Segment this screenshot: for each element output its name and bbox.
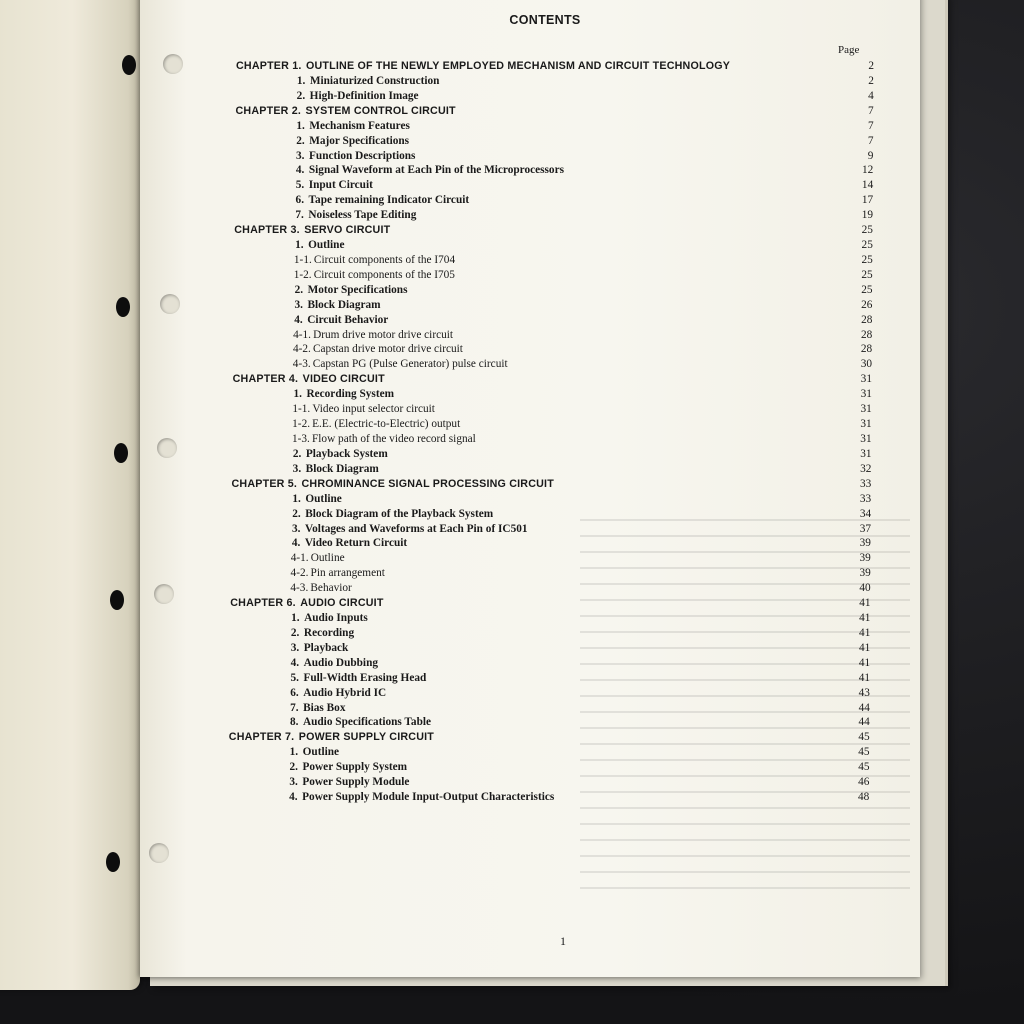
toc-section-row [0, 656, 1024, 670]
dot-leader [400, 223, 857, 237]
toc-entry-title: Input Circuit [308, 179, 373, 192]
toc-entry-title: POWER SUPPLY CIRCUIT [298, 731, 435, 744]
toc-section-row [0, 178, 1024, 192]
toc-entry-title: SYSTEM CONTROL CIRCUIT [305, 104, 456, 117]
toc-entry-title: Signal Waveform at Each Pin of the Microprocessors [308, 164, 564, 177]
toc-entry-number: 3. [296, 149, 305, 162]
toc-subsection-row [0, 551, 1024, 565]
toc-entry-title: Recording [303, 626, 355, 639]
toc-entry-title: Function Descriptions [309, 149, 416, 162]
toc-entry-page: 25 [861, 239, 873, 252]
toc-entry-title: Bias Box [303, 701, 346, 714]
toc-entry-title: OUTLINE OF THE NEWLY EMPLOYED MECHANISM AND CIRCUIT TECHNOLOGY [306, 60, 731, 72]
toc-chapter-row [0, 596, 1024, 610]
dot-leader [424, 208, 857, 222]
dot-leader [416, 134, 858, 148]
toc-section-row [0, 671, 1024, 685]
toc-entry-page: 7 [868, 104, 874, 117]
toc-entry-title: Audio Inputs [304, 612, 368, 625]
toc-entry-page: 43 [858, 686, 870, 699]
page-number: 1 [560, 934, 566, 948]
toc-section-row [0, 283, 1024, 297]
toc-entry-page: 31 [860, 373, 872, 386]
toc-entry-title: Block Diagram [305, 462, 379, 475]
toc-entry-page: 7 [867, 119, 874, 132]
toc-entry-title: AUDIO CIRCUIT [300, 597, 384, 610]
toc-section-row [0, 775, 1024, 789]
toc-section-row [0, 134, 1024, 148]
dot-leader [392, 462, 855, 476]
toc-entry-number: 2. [290, 626, 300, 639]
toc-entry-title: Audio Specifications Table [302, 716, 432, 729]
toc-chapter-row [0, 223, 1024, 237]
toc-entry-page: 44 [858, 716, 870, 729]
dot-leader [392, 372, 856, 386]
page-title: CONTENTS [509, 13, 581, 27]
dot-leader [520, 357, 856, 371]
toc-entry-page: 30 [860, 358, 873, 371]
dot-leader [448, 402, 856, 416]
toc-chapter-row [0, 372, 1024, 386]
dot-leader [352, 745, 854, 759]
toc-entry-number: 1-1. [293, 253, 312, 266]
toc-entry-title: Playback [303, 641, 349, 654]
toc-section-row [0, 715, 1024, 729]
toc-entry-number: 1. [296, 74, 306, 87]
toc-entry-page: 31 [860, 388, 872, 401]
toc-entry-number: CHAPTER 1. [236, 60, 302, 72]
toc-entry-number: 1. [292, 492, 301, 505]
dot-leader [352, 551, 855, 565]
toc-subsection-row [0, 581, 1024, 595]
toc-entry-page: 41 [858, 671, 871, 684]
toc-entry-title: Miniaturized Construction [309, 74, 440, 87]
toc-entry-title: Playback System [305, 447, 388, 460]
toc-entry-number: 1-1. [292, 403, 311, 416]
toc-entry-page: 33 [860, 477, 872, 490]
toc-section-row [0, 208, 1024, 222]
toc-entry-title: Tape remaining Indicator Circuit [308, 194, 470, 207]
dot-leader [480, 193, 857, 207]
toc-entry-title: Video input selector circuit [312, 403, 435, 416]
toc-entry-title: Circuit components of the I704 [313, 253, 456, 266]
toc-subsection-row [0, 417, 1024, 431]
toc-entry-number: 1-2. [293, 268, 312, 281]
toc-entry-title: Outline [302, 746, 340, 759]
toc-entry-page: 26 [861, 298, 873, 311]
toc-entry-number: 2. [294, 283, 304, 296]
dot-leader [400, 686, 854, 700]
toc-section-row [0, 163, 1024, 177]
toc-entry-number: 3. [289, 776, 298, 789]
toc-entry-title: Voltages and Waveforms at Each Pin of IC501 [305, 522, 528, 535]
toc-entry-number: 7. [295, 209, 304, 222]
dot-leader [400, 313, 856, 327]
toc-entry-page: 48 [857, 791, 870, 804]
toc-entry-number: 3. [290, 641, 300, 654]
dot-leader [560, 477, 855, 491]
toc-entry-page: 25 [861, 283, 873, 296]
toc-entry-title: E.E. (Electric-to-Electric) output [312, 418, 461, 431]
toc-entry-page: 34 [859, 507, 872, 520]
toc-section-row [0, 193, 1024, 207]
toc-entry-page: 28 [860, 343, 873, 356]
toc-entry-number: 2. [289, 761, 298, 774]
toc-entry-page: 25 [861, 253, 873, 266]
toc-entry-title: Motor Specifications [307, 283, 408, 296]
toc-entry-page: 45 [858, 761, 870, 774]
toc-entry-title: Video Return Circuit [304, 537, 408, 550]
toc-entry-title: Major Specifications [309, 134, 410, 147]
toc-entry-number: 4. [294, 313, 303, 326]
toc-entry-number: 4. [295, 164, 305, 177]
dot-leader [464, 328, 856, 342]
toc-entry-number: 3. [292, 462, 302, 475]
toc-entry-page: 28 [861, 313, 873, 326]
toc-entry-number: 4. [290, 656, 300, 669]
toc-entry-title: High-Definition Image [309, 89, 419, 102]
toc-entry-title: Circuit components of the I705 [313, 268, 455, 281]
toc-entry-number: 5. [290, 671, 299, 684]
toc-entry-number: 5. [295, 179, 305, 192]
toc-entry-page: 25 [861, 224, 873, 237]
dot-leader [576, 163, 857, 177]
toc-section-row [0, 238, 1024, 252]
dot-leader [536, 522, 855, 536]
dot-leader [424, 149, 857, 163]
toc-section-row [0, 522, 1024, 536]
toc-entry-number: CHAPTER 4. [232, 373, 299, 386]
toc-section-row [0, 313, 1024, 327]
toc-entry-number: CHAPTER 7. [228, 731, 295, 744]
dot-leader [392, 656, 854, 670]
dot-leader [472, 417, 856, 431]
toc-entry-title: SERVO CIRCUIT [304, 224, 391, 237]
toc-entry-number: CHAPTER 6. [230, 597, 296, 610]
toc-entry-title: Audio Dubbing [303, 656, 379, 669]
toc-entry-page: 37 [859, 522, 872, 535]
toc-entry-page: 12 [862, 164, 874, 177]
toc-entry-page: 25 [861, 268, 873, 281]
dot-leader [368, 626, 854, 640]
toc-entry-number: 4-3. [290, 582, 309, 595]
toc-subsection-row [0, 268, 1024, 282]
toc-entry-number: 2. [292, 447, 302, 460]
toc-entry-title: Flow path of the video record signal [312, 433, 476, 445]
toc-entry-number: 4-1. [290, 552, 309, 565]
toc-subsection-row [0, 402, 1024, 416]
toc-subsection-row [0, 253, 1024, 267]
dot-leader [504, 507, 855, 521]
toc-chapter-row [0, 730, 1024, 744]
toc-chapter-row [0, 104, 1024, 118]
toc-section-row [0, 626, 1024, 640]
toc-chapter-row [0, 477, 1024, 491]
toc-section-row [0, 462, 1024, 476]
toc-subsection-row [0, 357, 1024, 371]
toc-entry-number: 1. [296, 119, 305, 132]
dot-leader [464, 104, 858, 118]
toc-entry-number: 3. [294, 298, 303, 311]
toc-entry-number: CHAPTER 2. [235, 104, 302, 117]
toc-entry-title: VIDEO CIRCUIT [302, 373, 385, 386]
toc-entry-title: Mechanism Features [309, 119, 410, 132]
toc-entry-number: 1. [295, 239, 304, 252]
dot-leader [360, 581, 855, 595]
toc-entry-page: 31 [860, 418, 872, 431]
dot-leader [384, 178, 857, 192]
dot-leader [352, 492, 855, 506]
toc-entry-title: Block Diagram [307, 298, 381, 311]
toc-entry-title: Block Diagram of the Playback System [305, 507, 494, 520]
toc-entry-number: 3. [292, 522, 301, 535]
dot-leader [392, 298, 856, 312]
dot-leader [376, 611, 854, 625]
toc-entry-page: 17 [861, 194, 874, 207]
toc-subsection-row [0, 342, 1024, 356]
dot-leader [360, 641, 854, 655]
toc-entry-number: 7. [290, 701, 299, 714]
toc-entry-number: 1-2. [292, 418, 311, 431]
toc-section-row [0, 74, 1024, 88]
toc-entry-number: CHAPTER 3. [234, 224, 300, 237]
toc-entry-page: 41 [858, 656, 871, 669]
dot-leader [392, 566, 855, 580]
toc-entry-title: Behavior [310, 582, 352, 595]
toc-entry-number: 2. [296, 89, 306, 102]
toc-entry-page: 31 [860, 447, 872, 460]
toc-section-row [0, 536, 1024, 550]
dot-leader [488, 432, 856, 446]
toc-section-row [0, 149, 1024, 163]
toc-entry-page: 41 [859, 597, 871, 610]
toc-entry-number: 1. [293, 388, 302, 401]
dot-leader [392, 596, 855, 610]
toc-entry-title: Outline [305, 492, 342, 505]
dot-leader [472, 342, 856, 356]
toc-entry-page: 39 [859, 552, 871, 565]
dot-leader [568, 790, 853, 804]
dot-leader [416, 283, 857, 297]
toc-entry-number: 4. [291, 537, 301, 550]
toc-entry-page: 7 [867, 134, 874, 147]
toc-section-row [0, 89, 1024, 103]
toc-entry-title: CHROMINANCE SIGNAL PROCESSING CIRCUIT [301, 477, 554, 490]
toc-entry-page: 39 [859, 567, 871, 580]
dot-leader [464, 253, 857, 267]
toc-section-row [0, 611, 1024, 625]
dot-leader [440, 671, 854, 685]
toc-entry-page: 31 [860, 403, 872, 416]
toc-entry-page: 9 [867, 149, 874, 162]
toc-entry-title: Outline [308, 239, 345, 252]
page-column-header: Page [838, 44, 860, 56]
dot-leader [416, 775, 853, 789]
toc-entry-number: 4-1. [293, 328, 311, 341]
toc-entry-number: 6. [290, 686, 299, 699]
toc-section-row [0, 760, 1024, 774]
toc-subsection-row [0, 566, 1024, 580]
dot-leader [432, 89, 858, 103]
toc-entry-title: Pin arrangement [310, 567, 385, 580]
toc-entry-number: 8. [289, 716, 299, 729]
toc-chapter-row [0, 59, 1024, 73]
toc-entry-page: 31 [860, 433, 872, 445]
toc-section-row [0, 507, 1024, 521]
toc-entry-number: 1. [291, 612, 300, 625]
toc-entry-page: 2 [868, 60, 874, 72]
dot-leader [744, 59, 858, 73]
toc-entry-number: 2. [292, 507, 301, 520]
dot-leader [408, 387, 856, 401]
toc-entry-page: 32 [860, 462, 872, 475]
toc-entry-title: Recording System [306, 388, 395, 401]
toc-entry-page: 44 [858, 701, 870, 714]
toc-subsection-row [0, 328, 1024, 342]
toc-entry-page: 41 [858, 641, 871, 654]
dot-leader [352, 238, 857, 252]
toc-entry-title: Capstan PG (Pulse Generator) pulse circuit [312, 358, 508, 371]
toc-entry-title: Noiseless Tape Editing [308, 209, 417, 222]
toc-entry-page: 39 [859, 537, 871, 550]
dot-leader [448, 74, 858, 88]
toc-entry-page: 19 [861, 209, 874, 222]
toc-entry-page: 45 [858, 746, 870, 759]
toc-entry-title: Power Supply Module Input-Output Characteristics [302, 791, 555, 804]
toc-section-row [0, 790, 1024, 804]
toc-entry-title: Circuit Behavior [307, 313, 389, 326]
toc-entry-number: 1-3. [292, 433, 310, 445]
toc-entry-page: 41 [859, 612, 871, 625]
dot-leader [448, 730, 854, 744]
toc-entry-title: Power Supply Module [302, 776, 410, 789]
toc-section-row [0, 745, 1024, 759]
toc-subsection-row [0, 432, 1024, 446]
dot-leader [416, 760, 853, 774]
toc-entry-title: Full-Width Erasing Head [303, 671, 427, 684]
toc-entry-title: Power Supply System [302, 761, 408, 774]
dot-leader [416, 536, 855, 550]
toc-entry-title: Audio Hybrid IC [303, 686, 387, 699]
toc-section-row [0, 686, 1024, 700]
toc-entry-number: 1. [289, 746, 299, 759]
toc-entry-page: 28 [860, 328, 873, 341]
toc-entry-page: 41 [859, 626, 871, 639]
toc-section-row [0, 298, 1024, 312]
toc-entry-title: Outline [310, 552, 345, 565]
toc-entry-page: 40 [859, 582, 871, 595]
toc-entry-page: 46 [858, 776, 870, 789]
toc-entry-page: 4 [868, 89, 874, 102]
toc-section-row [0, 492, 1024, 506]
toc-entry-number: 4-2. [292, 343, 311, 356]
toc-entry-number: 6. [295, 194, 305, 207]
toc-entry-page: 2 [868, 74, 874, 87]
toc-entry-title: Drum drive motor drive circuit [313, 328, 454, 341]
toc-entry-number: 4-2. [290, 567, 309, 580]
toc-section-row [0, 119, 1024, 133]
toc-entry-page: 33 [859, 492, 872, 505]
dot-leader [352, 701, 854, 715]
toc-entry-title: Capstan drive motor drive circuit [312, 343, 463, 356]
toc-entry-page: 14 [861, 179, 874, 192]
toc-entry-number: 4-3. [292, 358, 311, 371]
toc-section-row [0, 641, 1024, 655]
dot-leader [416, 119, 858, 133]
toc-section-row [0, 447, 1024, 461]
dot-leader [400, 447, 856, 461]
toc-section-row [0, 387, 1024, 401]
toc-entry-number: CHAPTER 5. [231, 477, 298, 490]
toc-entry-number: 2. [296, 134, 305, 147]
toc-entry-page: 45 [858, 731, 870, 744]
toc-entry-number: 4. [289, 791, 298, 804]
toc-section-row [0, 701, 1024, 715]
dot-leader [464, 268, 857, 282]
dot-leader [440, 715, 854, 729]
